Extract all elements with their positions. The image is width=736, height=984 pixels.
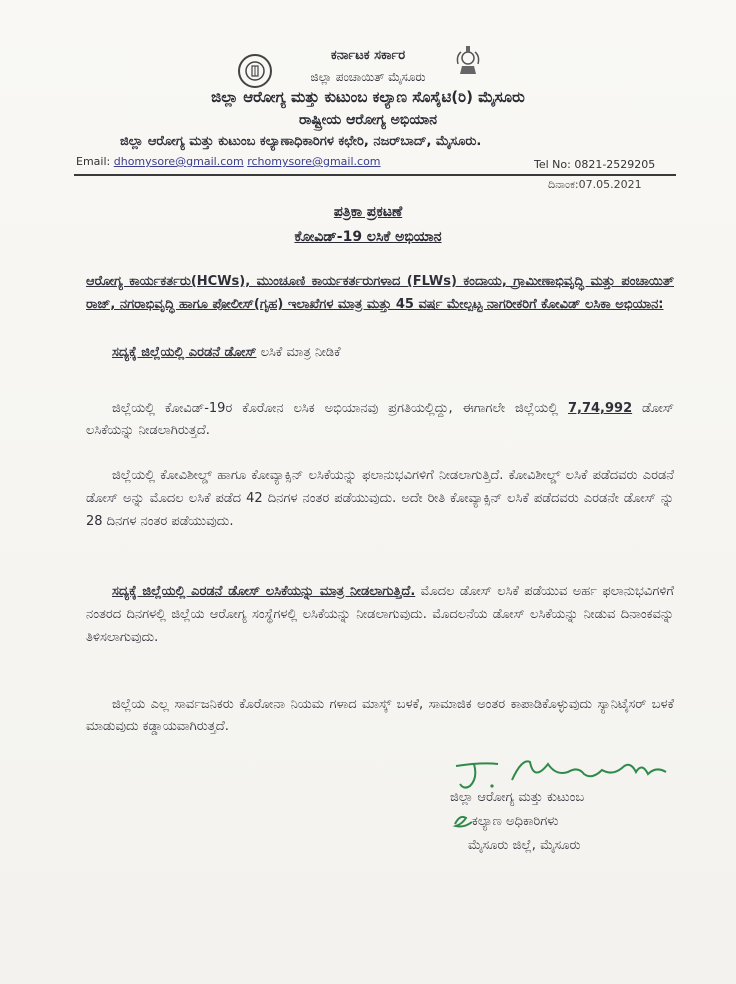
mission-name: ರಾಷ್ಟ್ರೀಯ ಆರೋಗ್ಯ ಅಭಿಯಾನ xyxy=(298,112,438,128)
email-link-rcho[interactable]: rchomysore@gmail.com xyxy=(247,155,381,168)
header-divider xyxy=(74,174,676,176)
office-address: ಜಿಲ್ಲಾ ಆರೋಗ್ಯ ಮತ್ತು ಕುಟುಂಬ ಕಲ್ಯಾಣಾಧಿಕಾರಿಗಳ ಕಛೇರಿ, ನಜರ್‌ಬಾದ್, ಮೈಸೂರು. xyxy=(120,134,482,149)
campaign-title: ಕೋವಿಡ್-19 ಲಸಿಕೆ ಅಭಿಯಾನ xyxy=(294,229,442,245)
telephone-number: Tel No: 0821-2529205 xyxy=(534,158,656,171)
paragraph-vaccines: ಜಿಲ್ಲೆಯಲ್ಲಿ ಕೋವಿಶೀಲ್ಡ್ ಹಾಗೂ ಕೋವ್ಯಾಕ್ಸಿನ್ ಲಸಿಕೆಯನ್ನು ಫಲಾನುಭವಿಗಳಿಗೆ ನೀಡಲಾಗುತ್ತಿದೆ. ಕೋವಿಶೀಲ್ಡ್ ಲಸಿಕೆ ಪಡೆದವರು ಎರಡನೆ ಡೋಸ್ ಅನ್ನು ಮೊದಲ ಲಸಿಕೆ ಪಡೆದ 42 ದಿನಗಳ ನಂತರ ಪಡೆಯುವುದು. ಅದೇ ರೀತಿ ಕೋವ್ಯಾಕ್ಸಿನ್ ಲಸಿಕೆ ಪಡೆದವರು ಎರಡನೇ ಡೋಸ್ ನ್ನು 28 ದಿನಗಳ ನಂತರ ಪಡೆಯುವುದು. xyxy=(86,468,674,529)
panchayat-name: ಜಿಲ್ಲಾ ಪಂಚಾಯಿತ್ ಮೈಸೂರು xyxy=(310,70,426,84)
intro-paragraph: ಆರೋಗ್ಯ ಕಾರ್ಯಕರ್ತರು(HCWs), ಮುಂಚೂಣಿ ಕಾರ್ಯಕರ್ತರುಗಳಾದ (FLWs) ಕಂದಾಯ, ಗ್ರಾಮೀಣಾಭಿವೃದ್ಧಿ ಮತ್ತು ಪಂಚಾಯಿತ್ ರಾಜ್, ನಗರಾಭಿವೃದ್ಧಿ ಹಾಗೂ ಪೋಲೀಸ್(ಗೃಹ) ಇಲಾಖೆಗಳ ಮಾತ್ರ ಮತ್ತು 45 ವರ್ಷ ಮೇಲ್ಪಟ್ಟ ನಾಗರೀಕರಿಗೆ ಕೋವಿಡ್ ಲಸಿಕಾ ಅಭಿಯಾನ: xyxy=(86,274,674,312)
handwritten-signature xyxy=(452,752,682,792)
signatory-line-2: ಕಲ್ಯಾಣ ಅಧಿಕಾರಿಗಳು xyxy=(472,814,559,829)
paragraph-progress-b: ಡೋಸ್ ಲಸಿಕೆಯನ್ನು ನೀಡಲಾಗಿರುತ್ತದೆ. xyxy=(86,401,675,438)
second-dose-rest: ಮೊದಲ ಡೋಸ್ ಲಸಿಕೆ ಪಡೆಯುವ ಅರ್ಹ ಫಲಾನುಭವಿಗಳಿಗೆ ನಂತರದ ದಿನಗಳಲ್ಲಿ ಜಿಲ್ಲೆಯ ಆರೋಗ್ಯ ಸಂಸ್ಥೆಗಳಲ್ಲಿ ಲಸಿಕೆಯನ್ನು ನೀಡಲಾಗುವುದು. ಮೊದಲನೆಯ ಡೋಸ್ ಲಸಿಕೆಯನ್ನು ನೀಡುವ ದಿನಾಂಕವನ್ನು ತಿಳಿಸಲಾಗುವುದು. xyxy=(86,584,674,645)
subheading xyxy=(112,342,632,364)
paragraph-covid-rules: ಜಿಲ್ಲೆಯ ಎಲ್ಲ ಸಾರ್ವಜನಿಕರು ಕೊರೋನಾ ನಿಯಮ ಗಳಾದ ಮಾಸ್ಕ್ ಬಳಕೆ, ಸಾಮಾಜಿಕ ಅಂತರ ಕಾಪಾಡಿಕೊಳ್ಳುವುದು ಸ್ಯಾನಿಟೈಸರ್ ಬಳಕೆ ಮಾಡುವುದು ಕಡ್ಡಾಯವಾಗಿರುತ್ತದೆ. xyxy=(86,697,674,734)
signature-initial-mark xyxy=(452,810,474,830)
dose-count: 7,74,992 xyxy=(567,401,633,416)
press-release-title: ಪತ್ರಿಕಾ ಪ್ರಕಟಣೆ xyxy=(333,204,403,220)
signatory-line-1: ಜಿಲ್ಲಾ ಆರೋಗ್ಯ ಮತ್ತು ಕುಟುಂಬ xyxy=(450,790,585,805)
signatory-line-3: ಮೈಸೂರು ಜಿಲ್ಲೆ, ಮೈಸೂರು xyxy=(468,838,581,853)
email-link-dho[interactable]: dhomysore@gmail.com xyxy=(113,155,244,168)
subheading-rest: ಲಸಿಕೆ ಮಾತ್ರ ನೀಡಿಕೆ xyxy=(256,345,341,360)
paragraph-progress xyxy=(86,398,674,442)
subheading-bold: ಸದ್ಯಕ್ಕೆ ಜಿಲ್ಲೆಯಲ್ಲಿ ಎರಡನೆ ಡೋಸ್ xyxy=(112,345,257,360)
email-line xyxy=(76,155,381,168)
document-date: ದಿನಾಂಕ:07.05.2021 xyxy=(548,178,642,191)
paragraph-progress-a: ಜಿಲ್ಲೆಯಲ್ಲಿ ಕೋವಿಡ್-19ರ ಕೊರೋನ ಲಸಿಕ ಅಭಿಯಾನವು ಪ್ರಗತಿಯಲ್ಲಿದ್ದು, ಈಗಾಗಲೇ ಜಿಲ್ಲೆಯಲ್ಲಿ xyxy=(112,401,568,416)
second-dose-bold: ಸದ್ಯಕ್ಕೆ ಜಿಲ್ಲೆಯಲ್ಲಿ ಎರಡನೆ ಡೋಸ್ ಲಸಿಕೆಯನ್ನು ಮಾತ್ರ ನೀಡಲಾಗುತ್ತಿದೆ. xyxy=(112,584,416,599)
society-name: ಜಿಲ್ಲಾ ಆರೋಗ್ಯ ಮತ್ತು ಕುಟುಂಬ ಕಲ್ಯಾಣ ಸೊಸೈಟಿ(ರಿ) ಮೈಸೂರು xyxy=(211,88,525,106)
email-label: Email: xyxy=(76,155,111,168)
govt-name: ಕರ್ನಾಟಕ ಸರ್ಕಾರ xyxy=(330,48,406,63)
paragraph-second-dose xyxy=(86,580,674,649)
